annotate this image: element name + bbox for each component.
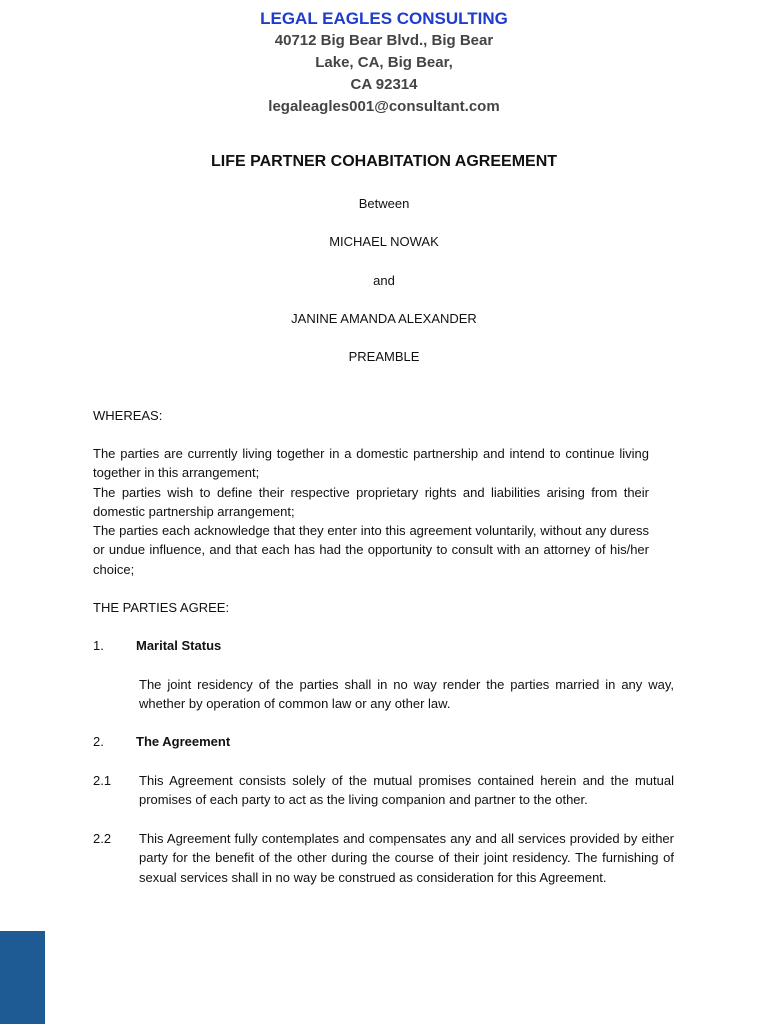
company-email: legaleagles001@consultant.com (268, 98, 500, 115)
address-line-1: 40712 Big Bear Blvd., Big Bear (274, 32, 494, 49)
recital-2: The parties wish to define their respective proprietary rights and liabilities arising from their domestic partnership arrangement; (93, 485, 649, 520)
section-1-text: The joint residency of the parties shall in no way render the parties married in any way, whether by operation of common law or any other law. (139, 677, 674, 712)
letterhead (0, 8, 768, 118)
side-accent-bar (0, 931, 45, 1024)
company-name: LEGAL EAGLES CONSULTING (260, 9, 508, 28)
clause-number: 2.1 (93, 773, 112, 788)
section-2-heading (93, 733, 230, 751)
preamble-heading: PREAMBLE (348, 349, 420, 364)
section-title: The Agreement (136, 734, 231, 749)
section-title: Marital Status (136, 638, 222, 653)
recital-1: The parties are currently living together in a domestic partnership and intend to continue living together in this arrangement; (93, 446, 649, 481)
section-1-heading (93, 637, 221, 655)
parties-agree-label: THE PARTIES AGREE: (93, 600, 230, 615)
clause-text: This Agreement consists solely of the mutual promises contained herein and the mutual promises of each party to act as the living companion and partner to the other. (139, 773, 674, 808)
clause-text: This Agreement fully contemplates and compensates any and all services provided by either party for the benefit of the other during the course of their joint residency. The furnishing of sexual services shall in no way be construed as consideration for this Agreement. (139, 831, 674, 885)
party-one-name: MICHAEL NOWAK (329, 234, 439, 249)
section-number: 2. (93, 734, 104, 749)
section-number: 1. (93, 638, 104, 653)
address-line-3: CA 92314 (350, 76, 418, 93)
address-line-2: Lake, CA, Big Bear, (315, 54, 453, 71)
recital-3: The parties each acknowledge that they enter into this agreement voluntarily, without any duress or undue influence, and that each has had the opportunity to consult with an attorney of his/her choice; (93, 523, 649, 577)
and-label: and (373, 273, 395, 288)
document-title: LIFE PARTNER COHABITATION AGREEMENT (210, 153, 558, 170)
clause-number: 2.2 (93, 831, 112, 846)
whereas-label: WHEREAS: (93, 408, 163, 423)
party-two-name: JANINE AMANDA ALEXANDER (291, 311, 477, 326)
between-label: Between (358, 196, 410, 211)
